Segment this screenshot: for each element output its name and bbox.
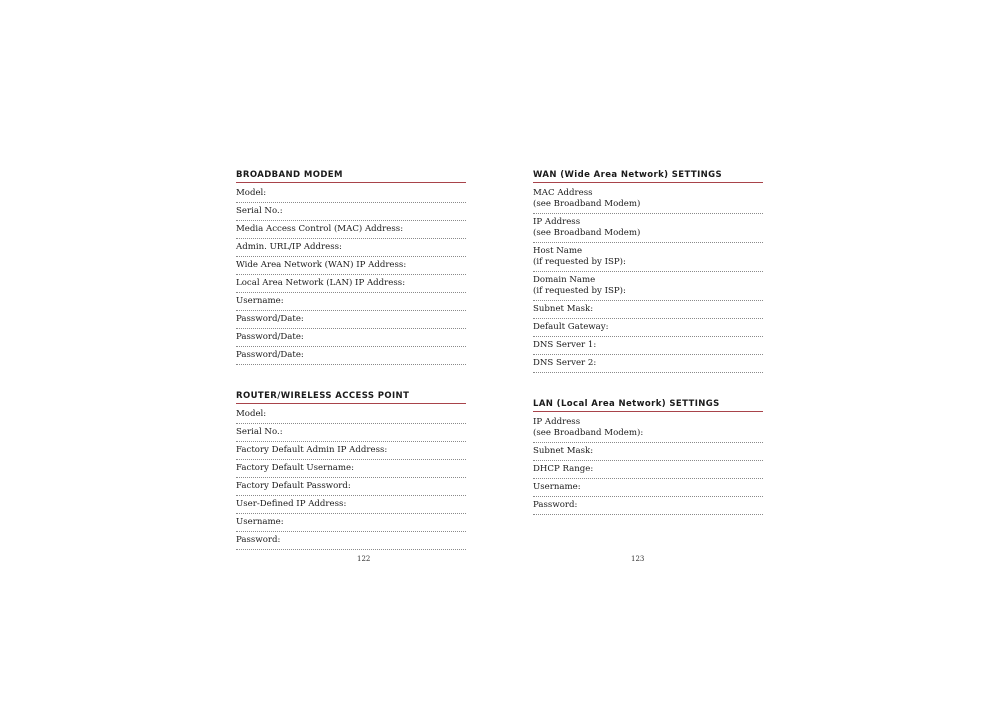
field-label: Host Name — [533, 246, 583, 256]
field-label: Factory Default Password: — [236, 481, 351, 491]
field-note: (if requested by ISP): — [533, 286, 626, 296]
form-field — [236, 478, 466, 496]
field-label: IP Address — [533, 417, 581, 427]
field-note: (see Broadband Modem) — [533, 228, 641, 238]
field-label: Admin. URL/IP Address: — [236, 242, 342, 252]
form-field — [236, 275, 466, 293]
field-label: Username: — [236, 296, 284, 306]
left-page — [236, 170, 466, 550]
section-title: LAN (Local Area Network) SETTINGS — [533, 399, 763, 412]
field-label: Password/Date: — [236, 350, 304, 360]
form-field — [533, 337, 763, 355]
router-section — [236, 391, 466, 550]
form-field — [533, 479, 763, 497]
form-field — [236, 239, 466, 257]
form-field — [236, 532, 466, 550]
field-label: Password/Date: — [236, 332, 304, 342]
form-field — [236, 221, 466, 239]
field-label: Subnet Mask: — [533, 446, 594, 456]
field-label: Model: — [236, 188, 267, 198]
form-field — [236, 329, 466, 347]
form-field — [533, 461, 763, 479]
form-field — [236, 514, 466, 532]
field-label: Serial No.: — [236, 206, 283, 216]
field-label: Model: — [236, 409, 267, 419]
field-label: Domain Name — [533, 275, 596, 285]
field-label: IP Address — [533, 217, 581, 227]
form-field — [533, 355, 763, 373]
section-title: WAN (Wide Area Network) SETTINGS — [533, 170, 763, 183]
field-label: Factory Default Admin IP Address: — [236, 445, 388, 455]
section-title: BROADBAND MODEM — [236, 170, 466, 183]
field-label: DHCP Range: — [533, 464, 594, 474]
form-field — [236, 442, 466, 460]
form-field — [533, 243, 763, 272]
form-field — [533, 272, 763, 301]
field-label: MAC Address — [533, 188, 593, 198]
field-label: User-Defined IP Address: — [236, 499, 347, 509]
field-label: Media Access Control (MAC) Address: — [236, 224, 404, 234]
field-label: DNS Server 2: — [533, 358, 597, 368]
form-field — [533, 443, 763, 461]
field-label: Factory Default Username: — [236, 463, 355, 473]
form-field — [533, 185, 763, 214]
form-field — [236, 460, 466, 478]
form-field — [236, 257, 466, 275]
field-label: Wide Area Network (WAN) IP Address: — [236, 260, 407, 270]
page-number-left: 122 — [357, 555, 371, 563]
form-field — [533, 414, 763, 443]
form-field — [236, 311, 466, 329]
form-field — [236, 496, 466, 514]
form-field — [236, 293, 466, 311]
field-note: (see Broadband Modem): — [533, 428, 644, 438]
form-field — [236, 203, 466, 221]
form-field — [236, 347, 466, 365]
section-title: ROUTER/WIRELESS ACCESS POINT — [236, 391, 466, 404]
field-note: (see Broadband Modem) — [533, 199, 641, 209]
lan-settings-section — [533, 399, 763, 515]
field-label: Password: — [533, 500, 578, 510]
field-label: Username: — [236, 517, 284, 527]
form-field — [533, 301, 763, 319]
page-number-right: 123 — [631, 555, 645, 563]
wan-settings-section — [533, 170, 763, 373]
right-page — [533, 170, 763, 515]
field-label: Username: — [533, 482, 581, 492]
field-label: Subnet Mask: — [533, 304, 594, 314]
broadband-modem-section — [236, 170, 466, 365]
field-label: Local Area Network (LAN) IP Address: — [236, 278, 406, 288]
field-label: DNS Server 1: — [533, 340, 597, 350]
form-field — [533, 319, 763, 337]
form-field — [236, 406, 466, 424]
field-label: Password/Date: — [236, 314, 304, 324]
field-label: Default Gateway: — [533, 322, 609, 332]
form-field — [236, 424, 466, 442]
field-note: (if requested by ISP): — [533, 257, 626, 267]
form-field — [533, 214, 763, 243]
field-label: Password: — [236, 535, 281, 545]
form-field — [533, 497, 763, 515]
form-field — [236, 185, 466, 203]
field-label: Serial No.: — [236, 427, 283, 437]
